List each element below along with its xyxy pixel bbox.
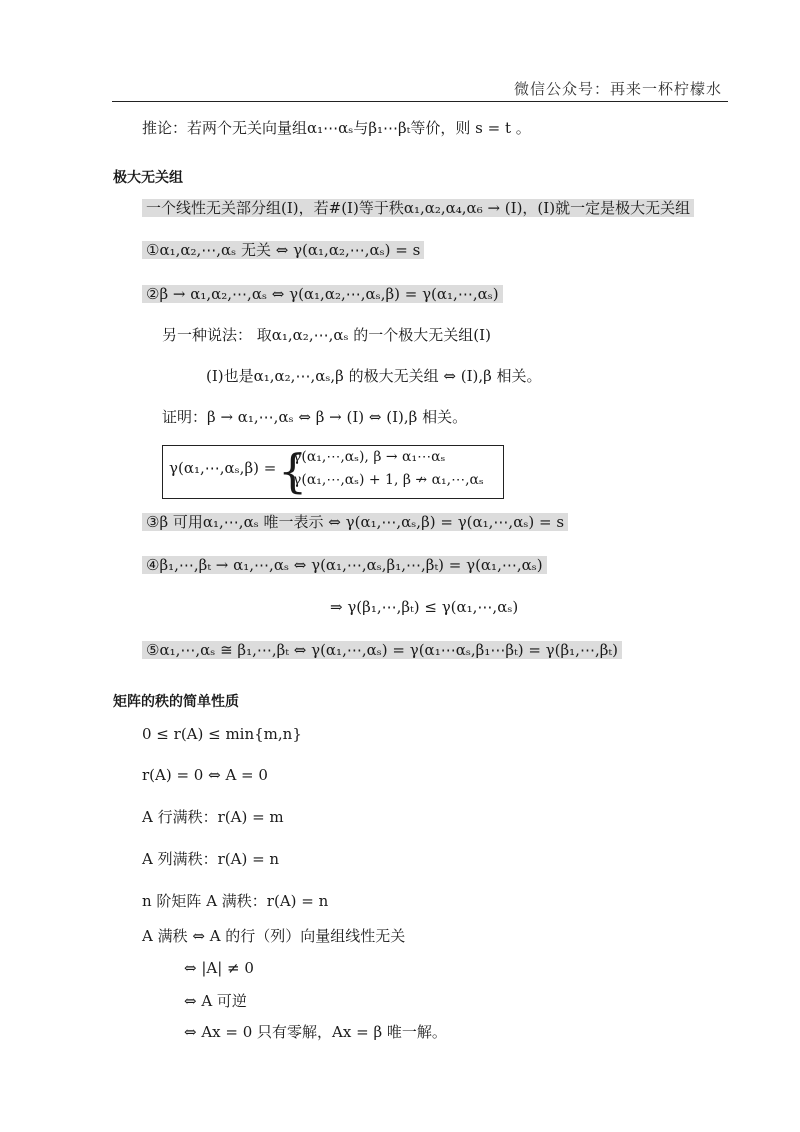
item-1: ①α₁,α₂,⋯,αₛ 无关 ⇔ γ(α₁,α₂,⋯,αₛ) = s bbox=[142, 241, 424, 259]
section-title-maximal-independent-set: 极大无关组 bbox=[113, 170, 183, 186]
piecewise-lhs: γ(α₁,⋯,αₛ,β) = bbox=[169, 459, 277, 477]
corollary-text: 推论：若两个无关向量组α₁⋯αₛ与β₁⋯βₜ等价，则 s = t 。 bbox=[142, 119, 531, 137]
alt-statement-1: 另一种说法： 取α₁,α₂,⋯,αₛ 的一个极大无关组(I) bbox=[162, 326, 491, 344]
header-rule bbox=[112, 101, 728, 102]
property-6: A 满秩 ⇔ A 的行（列）向量组线性无关 bbox=[142, 927, 406, 945]
proof-line: 证明：β → α₁,⋯,αₛ ⇔ β → (I) ⇔ (I),β 相关。 bbox=[162, 408, 468, 426]
property-8: ⇔ A 可逆 bbox=[184, 992, 247, 1010]
piecewise-rank-box bbox=[162, 445, 504, 499]
piecewise-case-1: γ(α₁,⋯,αₛ), β → α₁⋯αₛ bbox=[293, 449, 446, 465]
property-4: A 列满秩：r(A) = n bbox=[142, 850, 280, 868]
header-text: 微信公众号：再来一杯柠檬水 bbox=[513, 80, 722, 98]
alt-statement-2: (I)也是α₁,α₂,⋯,αₛ,β 的极大无关组 ⇔ (I),β 相关。 bbox=[206, 367, 542, 385]
item-2: ②β → α₁,α₂,⋯,αₛ ⇔ γ(α₁,α₂,⋯,αₛ,β) = γ(α₁,⋯,αₛ) bbox=[142, 285, 503, 303]
section-title-rank-properties: 矩阵的秩的简单性质 bbox=[113, 694, 239, 710]
item-5: ⑤α₁,⋯,αₛ ≅ β₁,⋯,βₜ ⇔ γ(α₁,⋯,αₛ) = γ(α₁⋯αₛ,β₁⋯βₜ) = γ(β₁,⋯,βₜ) bbox=[142, 641, 622, 659]
piecewise-case-2: γ(α₁,⋯,αₛ) + 1, β ↛ α₁,⋯,αₛ bbox=[293, 472, 484, 488]
item-3: ③β 可用α₁,⋯,αₛ 唯一表示 ⇔ γ(α₁,⋯,αₛ,β) = γ(α₁,⋯,αₛ) = s bbox=[142, 513, 568, 531]
left-brace-icon: { bbox=[278, 444, 308, 498]
property-2: r(A) = 0 ⇔ A = 0 bbox=[142, 766, 268, 784]
intro-highlight: 一个线性无关部分组(I)，若#(I)等于秩α₁,α₂,α₄,α₆ → (I)，(I)就一定是极大无关组 bbox=[142, 199, 694, 217]
property-5: n 阶矩阵 A 满秩：r(A) = n bbox=[142, 892, 329, 910]
item-4-consequence: ⇒ γ(β₁,⋯,βₜ) ≤ γ(α₁,⋯,αₛ) bbox=[330, 598, 519, 616]
item-4: ④β₁,⋯,βₜ → α₁,⋯,αₛ ⇔ γ(α₁,⋯,αₛ,β₁,⋯,βₜ) = γ(α₁,⋯,αₛ) bbox=[142, 556, 547, 574]
property-3: A 行满秩：r(A) = m bbox=[142, 808, 284, 826]
property-7: ⇔ |A| ≠ 0 bbox=[184, 959, 254, 977]
property-9: ⇔ Ax = 0 只有零解，Ax = β 唯一解。 bbox=[184, 1023, 447, 1041]
property-1: 0 ≤ r(A) ≤ min{m,n} bbox=[142, 725, 302, 743]
